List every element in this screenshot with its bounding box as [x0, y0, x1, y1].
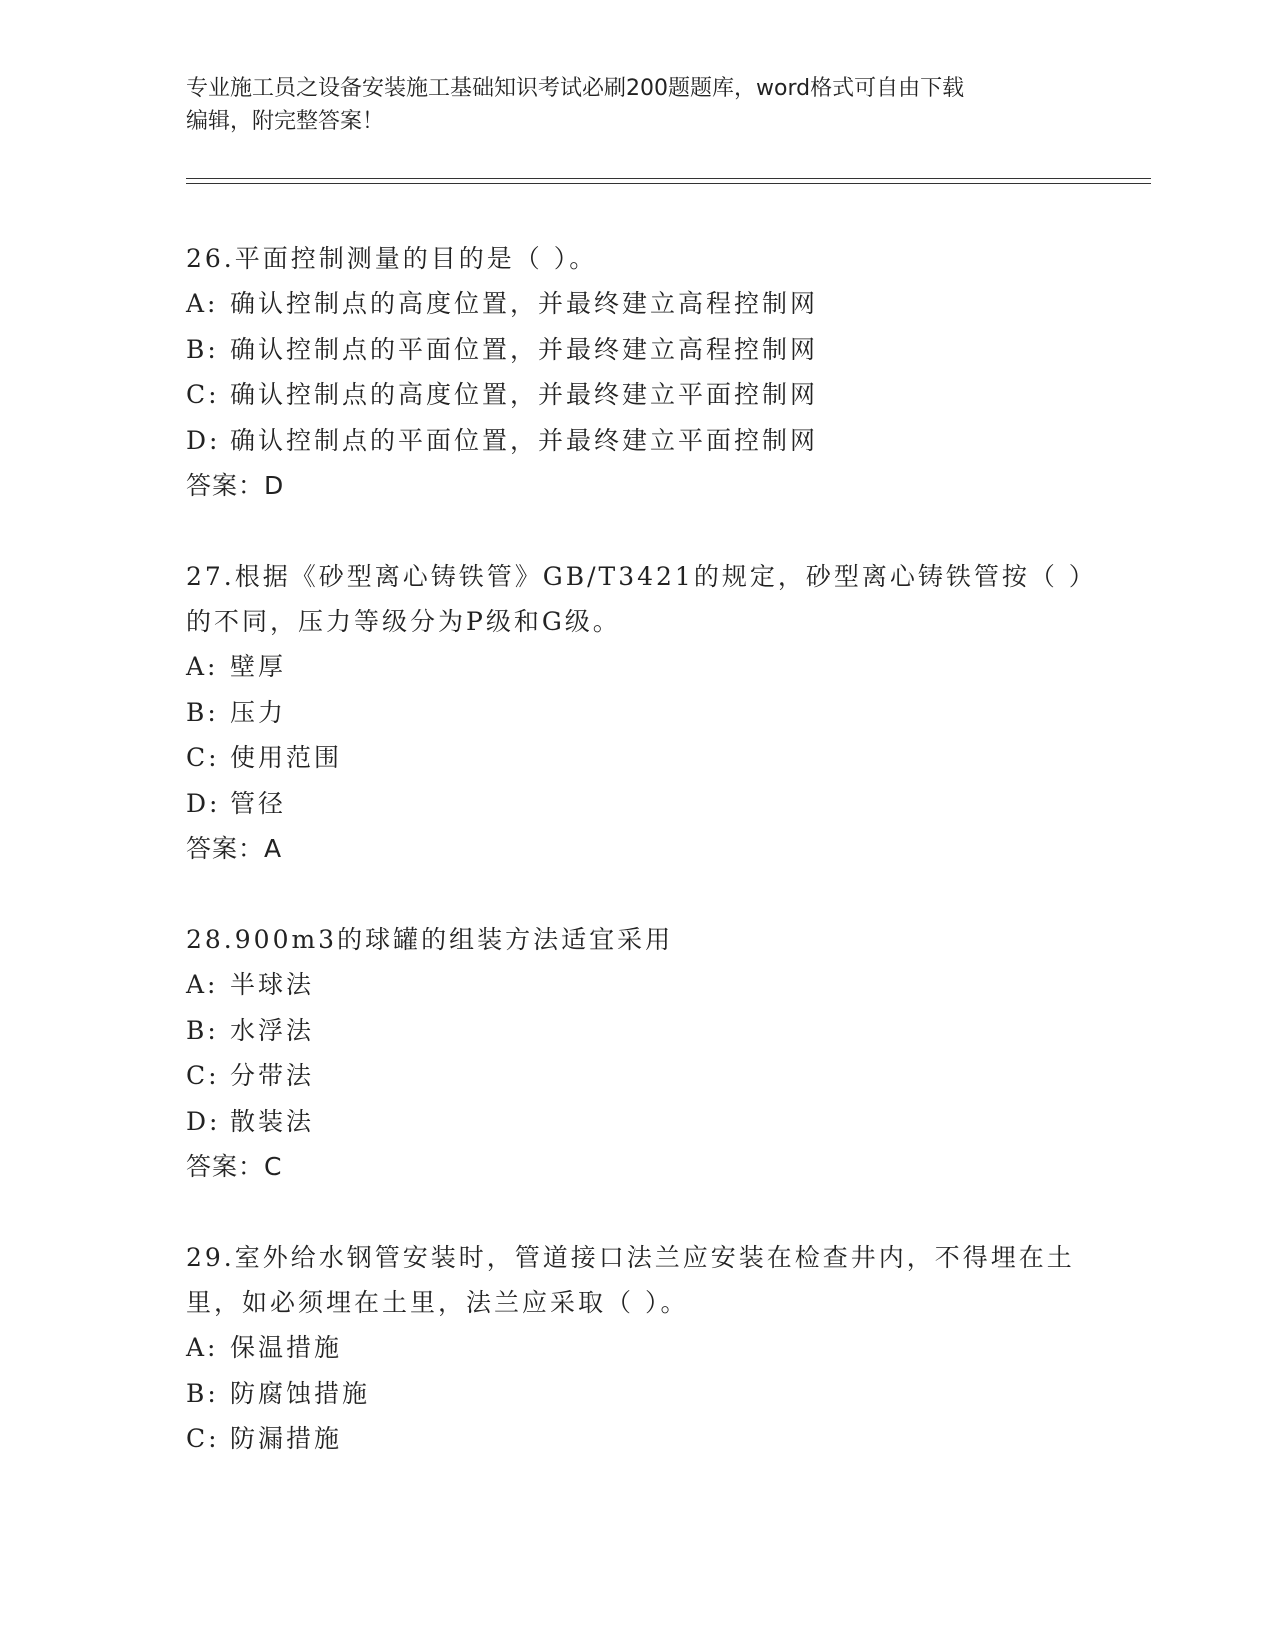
option-c	[186, 372, 1086, 418]
option-key: A:	[186, 970, 219, 999]
question-list	[186, 236, 1086, 1508]
option-b	[186, 327, 1086, 373]
question-28	[186, 917, 1086, 1189]
option-key: C:	[186, 1061, 220, 1090]
option-b	[186, 690, 1086, 736]
option-text: 保温措施	[230, 1333, 343, 1362]
option-a	[186, 281, 1086, 327]
question-stem: 29.室外给水钢管安装时，管道接口法兰应安装在检查井内，不得埋在土里，如必须埋在土里，法兰应采取（ ）。	[186, 1243, 1075, 1317]
option-key: D:	[186, 1106, 221, 1136]
answer-label: 答案：C	[186, 1152, 283, 1181]
option-text: 压力	[230, 697, 287, 727]
option-text: 半球法	[230, 970, 315, 999]
header-title-line-1: 专业施工员之设备安装施工基础知识考试必刷200题题库，word格式可自由下载	[186, 76, 965, 101]
option-key: B:	[186, 334, 219, 364]
question-stem: 26.平面控制测量的目的是（ ）。	[186, 244, 598, 273]
option-a	[186, 1325, 1086, 1371]
option-b	[186, 1008, 1086, 1054]
question-stem: 27.根据《砂型离心铸铁管》GB/T3421的规定，砂型离心铸铁管按（ ）的不同，压力等级分为P级和G级。	[186, 562, 1085, 636]
option-d	[186, 781, 1086, 827]
option-key: A:	[186, 1333, 219, 1362]
option-key: C:	[186, 1424, 220, 1453]
option-key: B:	[186, 1378, 219, 1408]
option-c	[186, 735, 1086, 781]
option-c	[186, 1053, 1086, 1099]
option-a	[186, 644, 1086, 690]
header-divider-top	[186, 178, 1151, 179]
option-text: 确认控制点的平面位置，并最终建立高程控制网	[230, 334, 819, 364]
option-key: D:	[186, 788, 221, 818]
option-key: A:	[186, 652, 219, 681]
option-c	[186, 1416, 1086, 1462]
header-title-line-2: 编辑，附完整答案！	[186, 109, 385, 134]
option-key: A:	[186, 289, 219, 318]
option-text: 防漏措施	[230, 1424, 343, 1453]
option-text: 确认控制点的平面位置，并最终建立平面控制网	[230, 425, 819, 455]
option-text: 使用范围	[230, 743, 343, 772]
option-text: 确认控制点的高度位置，并最终建立平面控制网	[230, 380, 819, 409]
option-text: 分带法	[230, 1061, 315, 1090]
question-stem: 28.900m3的球罐的组装方法适宜采用	[186, 925, 674, 954]
question-29	[186, 1235, 1086, 1462]
document-header	[186, 72, 1086, 138]
option-text: 管径	[230, 788, 287, 818]
option-text: 确认控制点的高度位置，并最终建立高程控制网	[230, 289, 819, 318]
answer-label: 答案：D	[186, 471, 285, 500]
option-key: C:	[186, 380, 220, 409]
option-text: 壁厚	[230, 652, 287, 681]
option-text: 防腐蚀措施	[230, 1378, 371, 1408]
header-divider-bottom	[186, 183, 1151, 184]
option-text: 水浮法	[230, 1015, 315, 1045]
question-27	[186, 554, 1086, 871]
option-key: B:	[186, 1015, 219, 1045]
question-26	[186, 236, 1086, 508]
option-d	[186, 418, 1086, 464]
option-a	[186, 962, 1086, 1008]
answer-label: 答案：A	[186, 834, 283, 863]
option-key: B:	[186, 697, 219, 727]
option-d	[186, 1099, 1086, 1145]
option-key: C:	[186, 743, 220, 772]
option-text: 散装法	[230, 1106, 315, 1136]
option-key: D:	[186, 425, 221, 455]
option-b	[186, 1371, 1086, 1417]
